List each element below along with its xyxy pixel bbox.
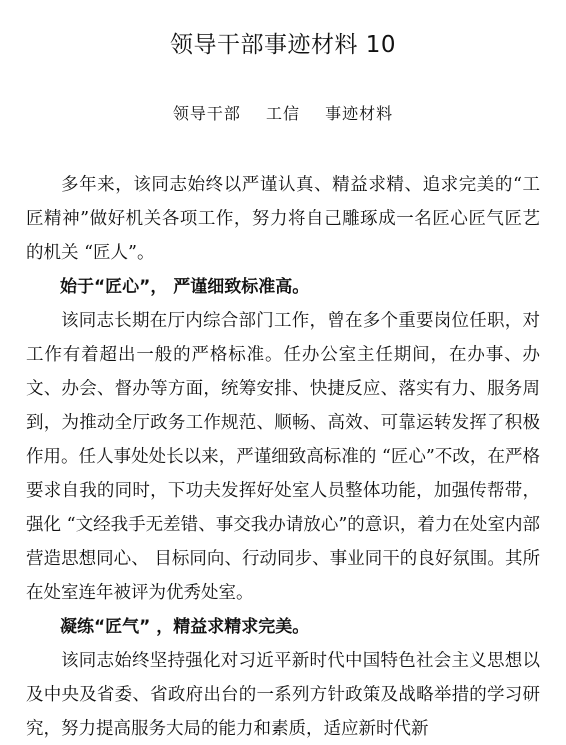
tag-item: 领导干部 bbox=[172, 104, 241, 123]
document-title: 领导干部事迹材料 10 bbox=[169, 32, 397, 58]
tag-item: 工信 bbox=[265, 104, 300, 123]
tag-item: 事迹材料 bbox=[325, 104, 394, 123]
section-heading-craftsman-heart: 始于“匠心”， 严谨细致标准高。 bbox=[60, 277, 310, 297]
paragraph-craftsman-heart: 该同志长期在厅内综合部门工作，曾在多个重要岗位任职，对工作有着超出一般的严格标准。任办公室主任期间，在办事、办文、办会、督办等方面，统筹安排、快捷反应、落实有力、服务周到，为推动全厅政务工作规范、顺畅、高效、可靠运转发挥了积极作用。任人事处处长以来，严谨细致高标准的 “匠心”不改，在严格要求自我的同时，下功夫发挥好处室人员整体功能，加强传帮带，强化 “文经我手无差错、事交我办请放心”的意识，着力在处室内部营造思想同心、 目标同向、行动同步、事业同干的良好氛围。其所在处室连年被评为优秀处室。 bbox=[26, 311, 540, 603]
document-tags bbox=[0, 102, 566, 126]
paragraph-craftsman-spirit: 该同志始终坚持强化对习近平新时代中国特色社会主义思想以及中央及省委、省政府出台的一系列方针政策及战略举措的学习研究，努力提高服务大局的能力和素质，适应新时代新 bbox=[26, 651, 540, 739]
paragraph-intro: 多年来，该同志始终以严谨认真、精益求精、追求完美的“工匠精神”做好机关各项工作，努力将自己雕琢成一名匠心匠气匠艺的机关 “匠人”。 bbox=[26, 175, 540, 263]
document-body bbox=[26, 168, 540, 745]
section-heading-craftsman-spirit: 凝练“匠气” ，精益求精求完美。 bbox=[60, 617, 310, 637]
